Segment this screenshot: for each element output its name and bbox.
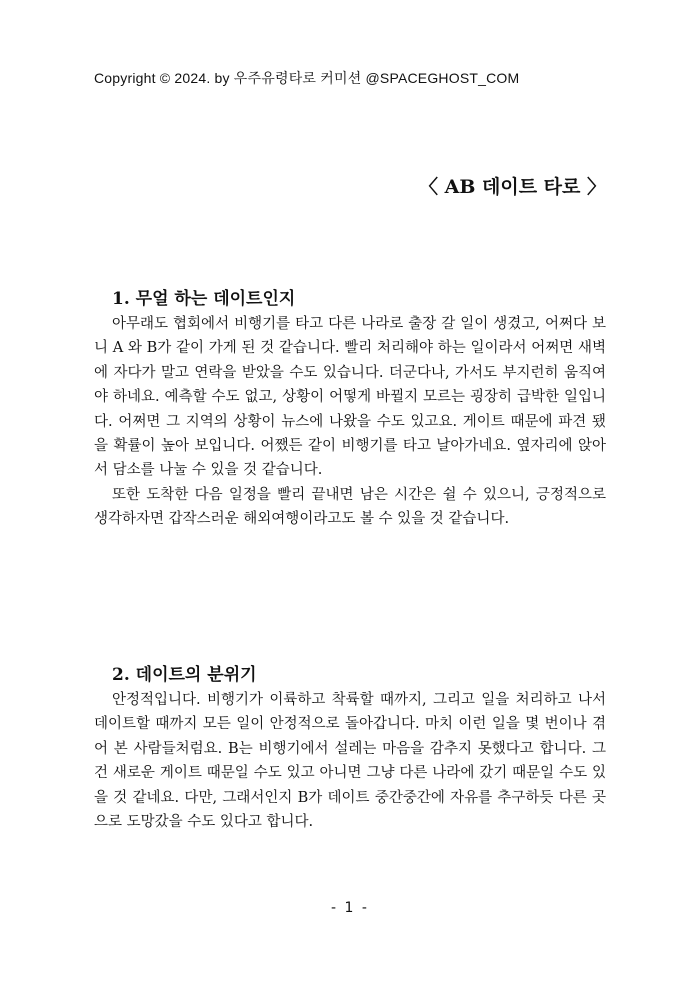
section-heading: 2. 데이트의 분위기 xyxy=(112,665,257,685)
section-paragraph: 또한 도착한 다음 일정을 빨리 끝내면 남은 시간은 쉴 수 있으니, 긍정적으로 생각하자면 갑작스러운 해외여행이라고도 볼 수 있을 것 같습니다. xyxy=(94,486,606,528)
section-date-mood xyxy=(94,662,606,834)
section-paragraph: 아무래도 협회에서 비행기를 타고 다른 나라로 출장 갈 일이 생겼고, 어쩌다 보니 A 와 B가 같이 가게 된 것 같습니다. 빨리 처리해야 하는 일이라서 어쩌면 새벽에 자다가 말고 연락을 받았을 수도 있습니다. 더군다나, 가서도 부지런히 움직여야 하네요. 예측할 수도 없고, 상황이 어떻게 바뀔지 모르는 굉장히 급박한 일입니다. 어쩌면 그 지역의 상황이 뉴스에 나왔을 수도 있고요. 게이트 때문에 파견 됐을 확률이 높아 보입니다. 어쨌든 같이 비행기를 타고 날아가네요. 옆자리에 앉아서 담소를 나눌 수 있을 것 같습니다. xyxy=(94,316,606,479)
section-what-date xyxy=(94,286,606,532)
section-heading: 1. 무얼 하는 데이트인지 xyxy=(112,289,296,309)
copyright-notice: Copyright © 2024. by 우주유령타로 커미션 @SPACEGHOST_COM xyxy=(94,70,520,86)
page-number: - 1 - xyxy=(331,900,369,916)
section-paragraph: 안정적입니다. 비행기가 이륙하고 착륙할 때까지, 그리고 일을 처리하고 나서 데이트할 때까지 모든 일이 안정적으로 돌아갑니다. 마치 이런 일을 몇 번이나 겪어 본 사람들처럼요. B는 비행기에서 설레는 마음을 감추지 못했다고 합니다. 그건 새로운 게이트 때문일 수도 있고 아니면 그냥 다른 나라에 갔기 때문일 수도 있을 것 같네요. 다만, 그래서인지 B가 데이트 중간중간에 자유를 추구하듯 다른 곳으로 도망갔을 수도 있다고 합니다. xyxy=(94,692,606,831)
document-title: 〈 AB 데이트 타로 〉 xyxy=(418,176,606,198)
